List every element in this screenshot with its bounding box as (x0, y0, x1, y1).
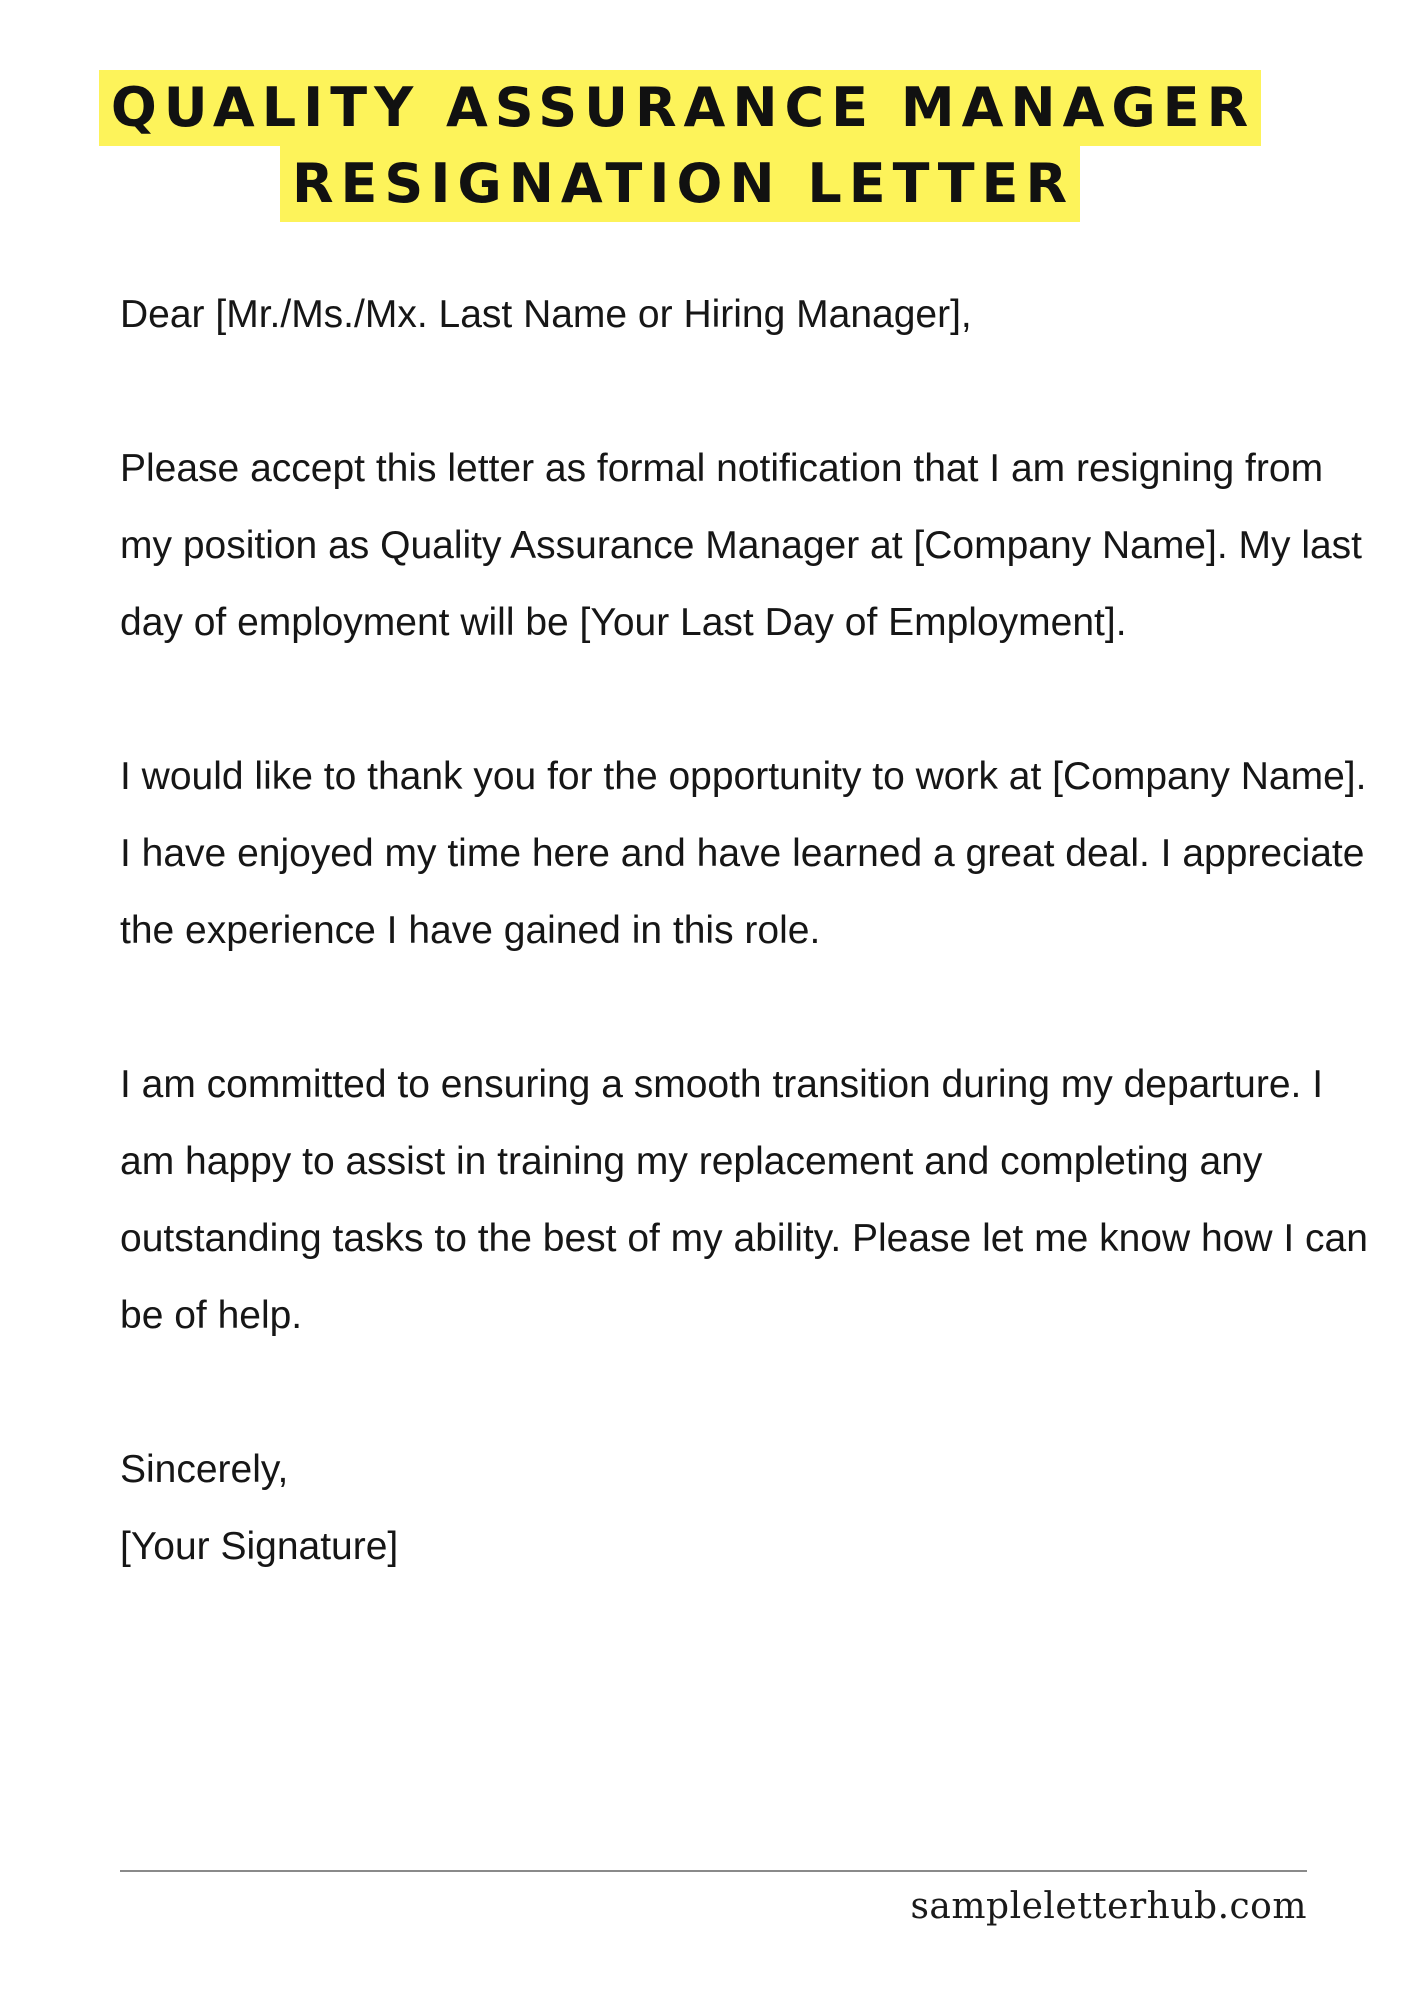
closing: Sincerely, (120, 1448, 289, 1491)
footer-website: sampleletterhub.com (910, 1886, 1307, 1927)
paragraph-notification: Please accept this letter as formal notification that I am resigning from my position as Quality Assurance Manager at [Company Name]. My last day of employment will be [Your Last Day of Employment]. (120, 447, 1363, 644)
signature: [Your Signature] (120, 1525, 399, 1568)
footer-divider (120, 1870, 1307, 1872)
title-line-1: QUALITY ASSURANCE MANAGER (99, 70, 1261, 146)
paragraph-thanks: I would like to thank you for the opportunity to work at [Company Name]. I have enjoyed my time here and have learned a great deal. I appreciate the experience I have gained in this role. (120, 755, 1367, 952)
page-title (0, 70, 1360, 222)
title-line-2: RESIGNATION LETTER (280, 146, 1080, 222)
paragraph-transition: I am committed to ensuring a smooth transition during my departure. I am happy to assist in training my replacement and completing any outstanding tasks to the best of my ability. Please let me know how I can be of help. (120, 1063, 1368, 1337)
letter-body (120, 276, 1370, 1585)
salutation: Dear [Mr./Ms./Mx. Last Name or Hiring Manager], (120, 293, 972, 336)
